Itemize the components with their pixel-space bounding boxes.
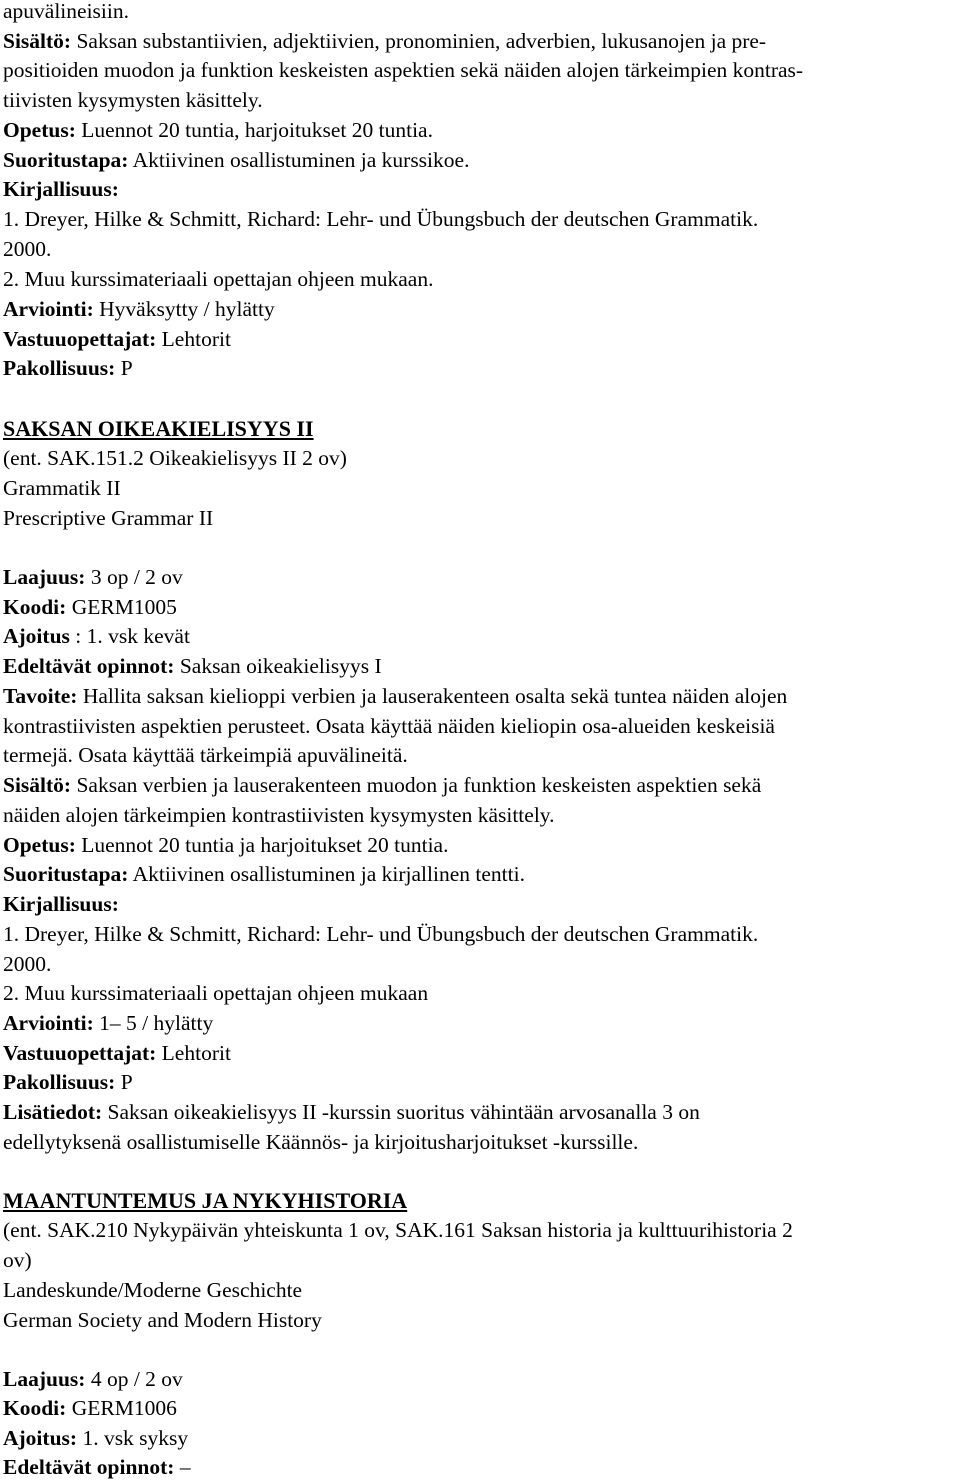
field-value: näiden alojen tärkeimpien kontrastiivisten kysymysten käsittely. (3, 803, 555, 827)
text-line (3, 56, 803, 84)
field-value: 2000. (3, 952, 52, 976)
field-label: Opetus: (3, 118, 76, 142)
course-title: MAANTUNTEMUS JA NYKYHISTORIA (3, 1188, 408, 1213)
field-label: Arviointi: (3, 1011, 94, 1035)
text-line: ov) (3, 1248, 32, 1272)
field-label: Ajoitus (3, 624, 70, 648)
literature-item (3, 920, 758, 948)
literature-item (3, 205, 758, 233)
field-value: Luennot 20 tuntia ja harjoitukset 20 tuntia. (75, 833, 449, 857)
sisalto-field (3, 771, 761, 799)
field-label: Laajuus: (3, 1367, 86, 1391)
field-value: 4 op / 2 ov (85, 1367, 183, 1391)
field-value: Lehtorit (156, 1041, 231, 1065)
course-german-name: Landeskunde/Moderne Geschichte (3, 1278, 303, 1302)
field-label: Vastuuopettajat: (3, 327, 157, 351)
field-value: Saksan substantiivien, adjektiivien, pronominien, adverbien, lukusanojen ja pre- (71, 29, 767, 53)
literature-item (3, 979, 428, 1007)
field-value: Aktiivinen osallistuminen ja kirjallinen tentti. (128, 862, 525, 886)
field-value: Luennot 20 tuntia, harjoitukset 20 tuntia. (75, 118, 433, 142)
kirjallisuus-field (3, 175, 119, 203)
field-value: GERM1005 (66, 595, 177, 619)
field-value: positioiden muodon ja funktion keskeisten aspektien sekä näiden alojen tärkeimpien kontras- (3, 58, 804, 82)
pakollisuus-field (3, 1068, 133, 1096)
vastuuopettajat-field (3, 1039, 231, 1067)
text-line (3, 86, 263, 114)
ajoitus-field (3, 622, 190, 650)
field-value: P (115, 1070, 133, 1094)
field-value: Hyväksytty / hylätty (93, 297, 275, 321)
field-label: Edeltävät opinnot: (3, 1455, 175, 1479)
field-label: Arviointi: (3, 297, 94, 321)
course-german-name: Grammatik II (3, 476, 121, 500)
text-line (3, 950, 51, 978)
field-label: Vastuuopettajat: (3, 1041, 157, 1065)
field-label: Kirjallisuus: (3, 892, 119, 916)
field-value: Aktiivinen osallistuminen ja kurssikoe. (128, 148, 470, 172)
field-value: edellytyksenä osallistumiselle Käännös- ja kirjoitusharjoitukset -kurssille. (3, 1130, 639, 1154)
laajuus-field (3, 563, 183, 591)
field-label: Suoritustapa: (3, 862, 129, 886)
kirjallisuus-field (3, 890, 119, 918)
suoritustapa-field (3, 146, 469, 174)
suoritustapa-field (3, 860, 525, 888)
field-label: Sisältö: (3, 29, 72, 53)
field-label: Opetus: (3, 833, 76, 857)
text-line (3, 801, 555, 829)
tavoite-field (3, 682, 787, 710)
field-label: Tavoite: (3, 684, 78, 708)
field-value: 2. Muu kurssimateriaali opettajan ohjeen mukaan. (3, 267, 434, 291)
text-line (3, 0, 129, 25)
field-label: Lisätiedot: (3, 1100, 103, 1124)
pakollisuus-field (3, 354, 133, 382)
field-value: : 1. vsk kevät (69, 624, 190, 648)
course-former-code: (ent. SAK.210 Nykypäivän yhteiskunta 1 ov, SAK.161 Saksan historia ja kulttuurihistoria 2 (3, 1218, 793, 1242)
text-line (3, 741, 408, 769)
text-line (3, 712, 775, 740)
lisatiedot-field (3, 1098, 700, 1126)
course-english-name: Prescriptive Grammar II (3, 506, 214, 530)
laajuus-field (3, 1365, 183, 1393)
field-value: 2000. (3, 237, 52, 261)
field-value: Saksan oikeakielisyys II -kurssin suoritus vähintään arvosanalla 3 on (102, 1100, 700, 1124)
field-value: tiivisten kysymysten käsittely. (3, 88, 263, 112)
field-label: Suoritustapa: (3, 148, 129, 172)
field-value: termejä. Osata käyttää tärkeimpiä apuvälineitä. (3, 743, 408, 767)
field-value: 2. Muu kurssimateriaali opettajan ohjeen mukaan (3, 981, 429, 1005)
body-text: apuvälineisiin. (3, 0, 129, 23)
text-line (3, 235, 51, 263)
field-value: Saksan oikeakielisyys I (174, 654, 382, 678)
field-value: 1– 5 / hylätty (93, 1011, 214, 1035)
field-value: P (115, 356, 133, 380)
literature-item (3, 265, 433, 293)
field-value: – (174, 1455, 191, 1479)
field-label: Pakollisuus: (3, 356, 116, 380)
edeltavat-field (3, 652, 382, 680)
field-label: Pakollisuus: (3, 1070, 116, 1094)
field-value: 1. Dreyer, Hilke & Schmitt, Richard: Lehr- und Übungsbuch der deutschen Grammatik. (3, 922, 759, 946)
arviointi-field (3, 1009, 213, 1037)
text-line (3, 1128, 638, 1156)
field-label: Koodi: (3, 1396, 67, 1420)
field-value: Hallita saksan kielioppi verbien ja lauserakenteen osalta sekä tuntea näiden alojen (77, 684, 788, 708)
course-english-name: German Society and Modern History (3, 1308, 322, 1332)
koodi-field (3, 1394, 177, 1422)
field-value: 1. Dreyer, Hilke & Schmitt, Richard: Lehr- und Übungsbuch der deutschen Grammatik. (3, 207, 759, 231)
edeltavat-field (3, 1453, 191, 1481)
content-field (3, 27, 766, 55)
arviointi-field (3, 295, 275, 323)
opetus-field (3, 831, 448, 859)
field-value: Saksan verbien ja lauserakenteen muodon ja funktion keskeisten aspektien sekä (71, 773, 762, 797)
opetus-field (3, 116, 433, 144)
field-value: 1. vsk syksy (77, 1426, 189, 1450)
field-value: GERM1006 (66, 1396, 177, 1420)
koodi-field (3, 593, 177, 621)
course-title: SAKSAN OIKEAKIELISYYS II (3, 416, 314, 441)
field-label: Ajoitus: (3, 1426, 78, 1450)
field-label: Edeltävät opinnot: (3, 654, 175, 678)
course-former-code: (ent. SAK.151.2 Oikeakielisyys II 2 ov) (3, 446, 347, 470)
field-label: Sisältö: (3, 773, 72, 797)
field-label: Kirjallisuus: (3, 177, 119, 201)
field-value: 3 op / 2 ov (85, 565, 183, 589)
field-label: Laajuus: (3, 565, 86, 589)
vastuuopettajat-field (3, 325, 231, 353)
field-value: Lehtorit (156, 327, 231, 351)
ajoitus-field (3, 1424, 188, 1452)
field-label: Koodi: (3, 595, 67, 619)
field-value: kontrastiivisten aspektien perusteet. Osata käyttää näiden kieliopin osa-alueiden keskeisiä (3, 714, 775, 738)
